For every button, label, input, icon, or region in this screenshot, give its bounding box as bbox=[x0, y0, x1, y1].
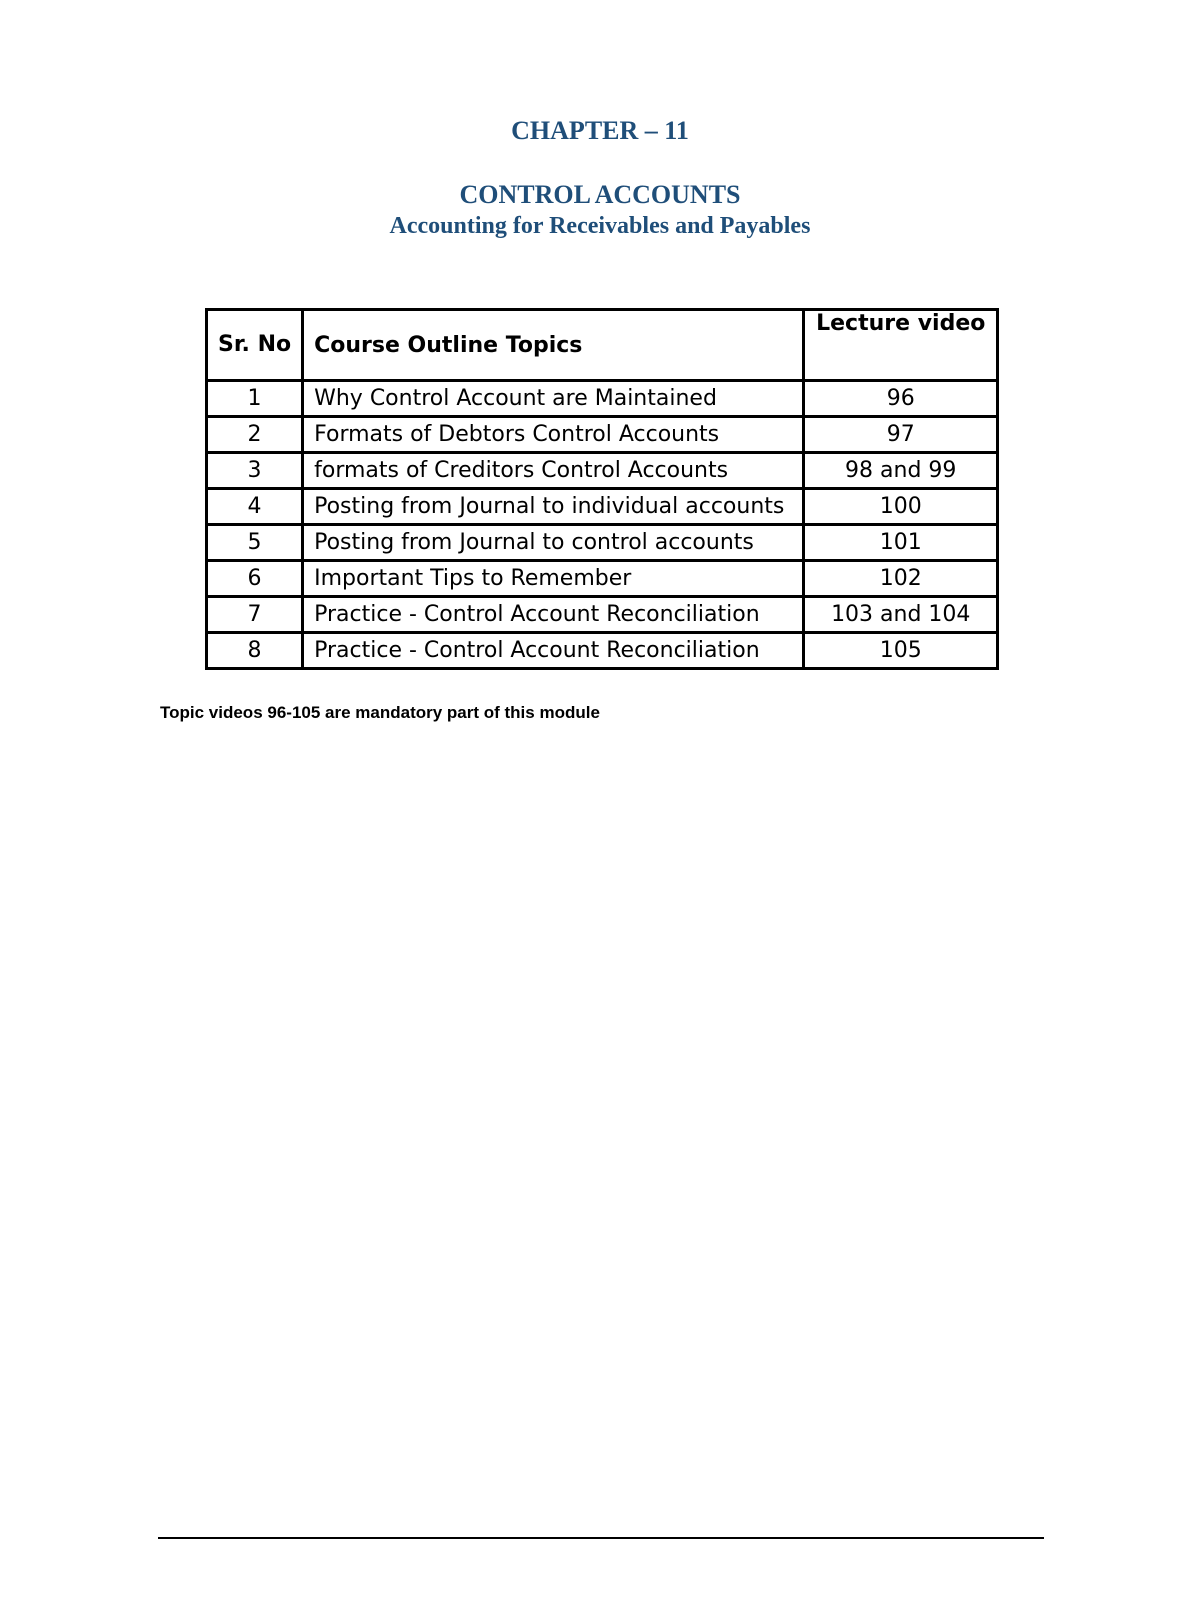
table-row bbox=[207, 561, 998, 597]
mandatory-note: Topic videos 96-105 are mandatory part of this module bbox=[160, 703, 600, 722]
cell-lecture-video: 105 bbox=[804, 633, 998, 669]
table-header-row bbox=[207, 310, 998, 381]
cell-sr-no: 6 bbox=[207, 561, 303, 597]
cell-lecture-video: 97 bbox=[804, 417, 998, 453]
table-row bbox=[207, 489, 998, 525]
cell-sr-no: 5 bbox=[207, 525, 303, 561]
cell-sr-no: 2 bbox=[207, 417, 303, 453]
cell-topic: Why Control Account are Maintained bbox=[303, 381, 804, 417]
cell-lecture-video: 96 bbox=[804, 381, 998, 417]
table-row bbox=[207, 525, 998, 561]
cell-sr-no: 7 bbox=[207, 597, 303, 633]
cell-topic: Practice - Control Account Reconciliation bbox=[303, 597, 804, 633]
table-row bbox=[207, 417, 998, 453]
cell-lecture-video: 102 bbox=[804, 561, 998, 597]
table-row bbox=[207, 597, 998, 633]
course-outline-table bbox=[205, 308, 999, 670]
chapter-name: CONTROL ACCOUNTS bbox=[459, 180, 741, 209]
cell-topic: formats of Creditors Control Accounts bbox=[303, 453, 804, 489]
cell-sr-no: 3 bbox=[207, 453, 303, 489]
cell-sr-no: 4 bbox=[207, 489, 303, 525]
cell-topic: Practice - Control Account Reconciliation bbox=[303, 633, 804, 669]
chapter-subtitle: Accounting for Receivables and Payables bbox=[389, 213, 811, 239]
chapter-title: CHAPTER – 11 bbox=[511, 116, 689, 145]
cell-topic: Posting from Journal to individual accounts bbox=[303, 489, 804, 525]
cell-topic: Posting from Journal to control accounts bbox=[303, 525, 804, 561]
cell-lecture-video: 101 bbox=[804, 525, 998, 561]
header-topic: Course Outline Topics bbox=[303, 310, 804, 381]
table-row bbox=[207, 381, 998, 417]
cell-sr-no: 1 bbox=[207, 381, 303, 417]
cell-lecture-video: 100 bbox=[804, 489, 998, 525]
footer-divider bbox=[158, 1537, 1044, 1539]
cell-topic: Formats of Debtors Control Accounts bbox=[303, 417, 804, 453]
header-sr-no: Sr. No bbox=[207, 310, 303, 381]
table-row bbox=[207, 633, 998, 669]
header-lecture-video: Lecture video bbox=[804, 310, 998, 381]
table-row bbox=[207, 453, 998, 489]
cell-lecture-video: 103 and 104 bbox=[804, 597, 998, 633]
cell-sr-no: 8 bbox=[207, 633, 303, 669]
cell-topic: Important Tips to Remember bbox=[303, 561, 804, 597]
cell-lecture-video: 98 and 99 bbox=[804, 453, 998, 489]
